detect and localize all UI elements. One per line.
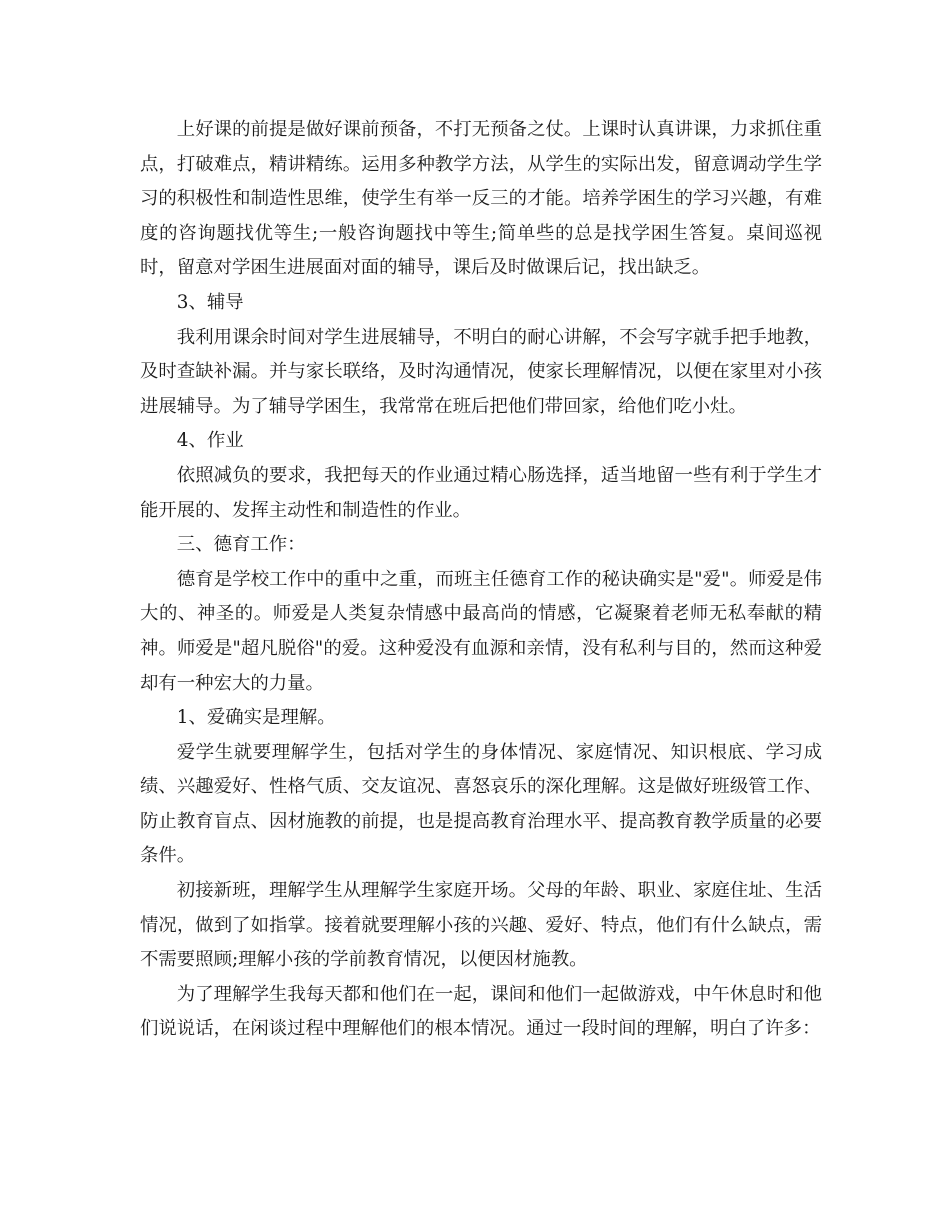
paragraph-tutoring: 我利用课余时间对学生进展辅导，不明白的耐心讲解，不会写字就手把手地教，及时查缺补漏。并与家长联络，及时沟通情况，使家长理解情况，以便在家里对小孩进展辅导。为了辅导学困生，我常常在班后把他们带回家，给他们吃小灶。: [140, 326, 822, 417]
paragraph-moral-education: 德育是学校工作中的重中之重，而班主任德育工作的秘诀确实是"爱"。师爱是伟大的、神圣的。师爱是人类复杂情感中最高尚的情感，它凝聚着老师无私奉献的精神。师爱是"超凡脱俗"的爱。这种爱没有血源和亲情，没有私利与目的，然而这种爱却有一种宏大的力量。: [140, 568, 822, 694]
paragraph-understanding-students: 爱学生就要理解学生，包括对学生的身体情况、家庭情况、知识根底、学习成绩、兴趣爱好、性格气质、交友谊况、喜怒哀乐的深化理解。这是做好班级管工作、防止教育盲点、因材施教的前提，也是提高教育治理水平、提高教育教学质量的必要条件。: [140, 741, 822, 867]
paragraph-daily-interaction: 为了理解学生我每天都和他们在一起，课间和他们一起做游戏，中午休息时和他们说说话，在闲谈过程中理解他们的根本情况。通过一段时间的理解，明白了许多：: [140, 983, 822, 1040]
heading-homework: 4、作业: [176, 430, 244, 452]
heading-moral-education: 三、德育工作：: [176, 534, 306, 556]
heading-love-is-understanding: 1、爱确实是理解。: [176, 707, 336, 729]
paragraph-new-class: 初接新班，理解学生从理解学生家庭开场。父母的年龄、职业、家庭住址、生活情况，做到了如指掌。接着就要理解小孩的兴趣、爱好、特点，他们有什么缺点，需不需要照顾;理解小孩的学前教育情况，以便因材施教。: [140, 880, 822, 971]
document-body: [140, 113, 822, 1047]
heading-tutoring: 3、辅导: [176, 291, 244, 313]
paragraph-homework: 依照减负的要求，我把每天的作业通过精心肠选择，适当地留一些有利于学生才能开展的、发挥主动性和制造性的作业。: [140, 464, 822, 521]
paragraph-lesson-preparation: 上好课的前提是做好课前预备，不打无预备之仗。上课时认真讲课，力求抓住重点，打破难点，精讲精练。运用多种教学方法，从学生的实际出发，留意调动学生学习的积极性和制造性思维，使学生有举一反三的才能。培养学困生的学习兴趣，有难度的咨询题找优等生;一般咨询题找中等生;简单些的总是找学困生答复。桌间巡视时，留意对学困生进展面对面的辅导，课后及时做课后记，找出缺乏。: [140, 119, 822, 279]
